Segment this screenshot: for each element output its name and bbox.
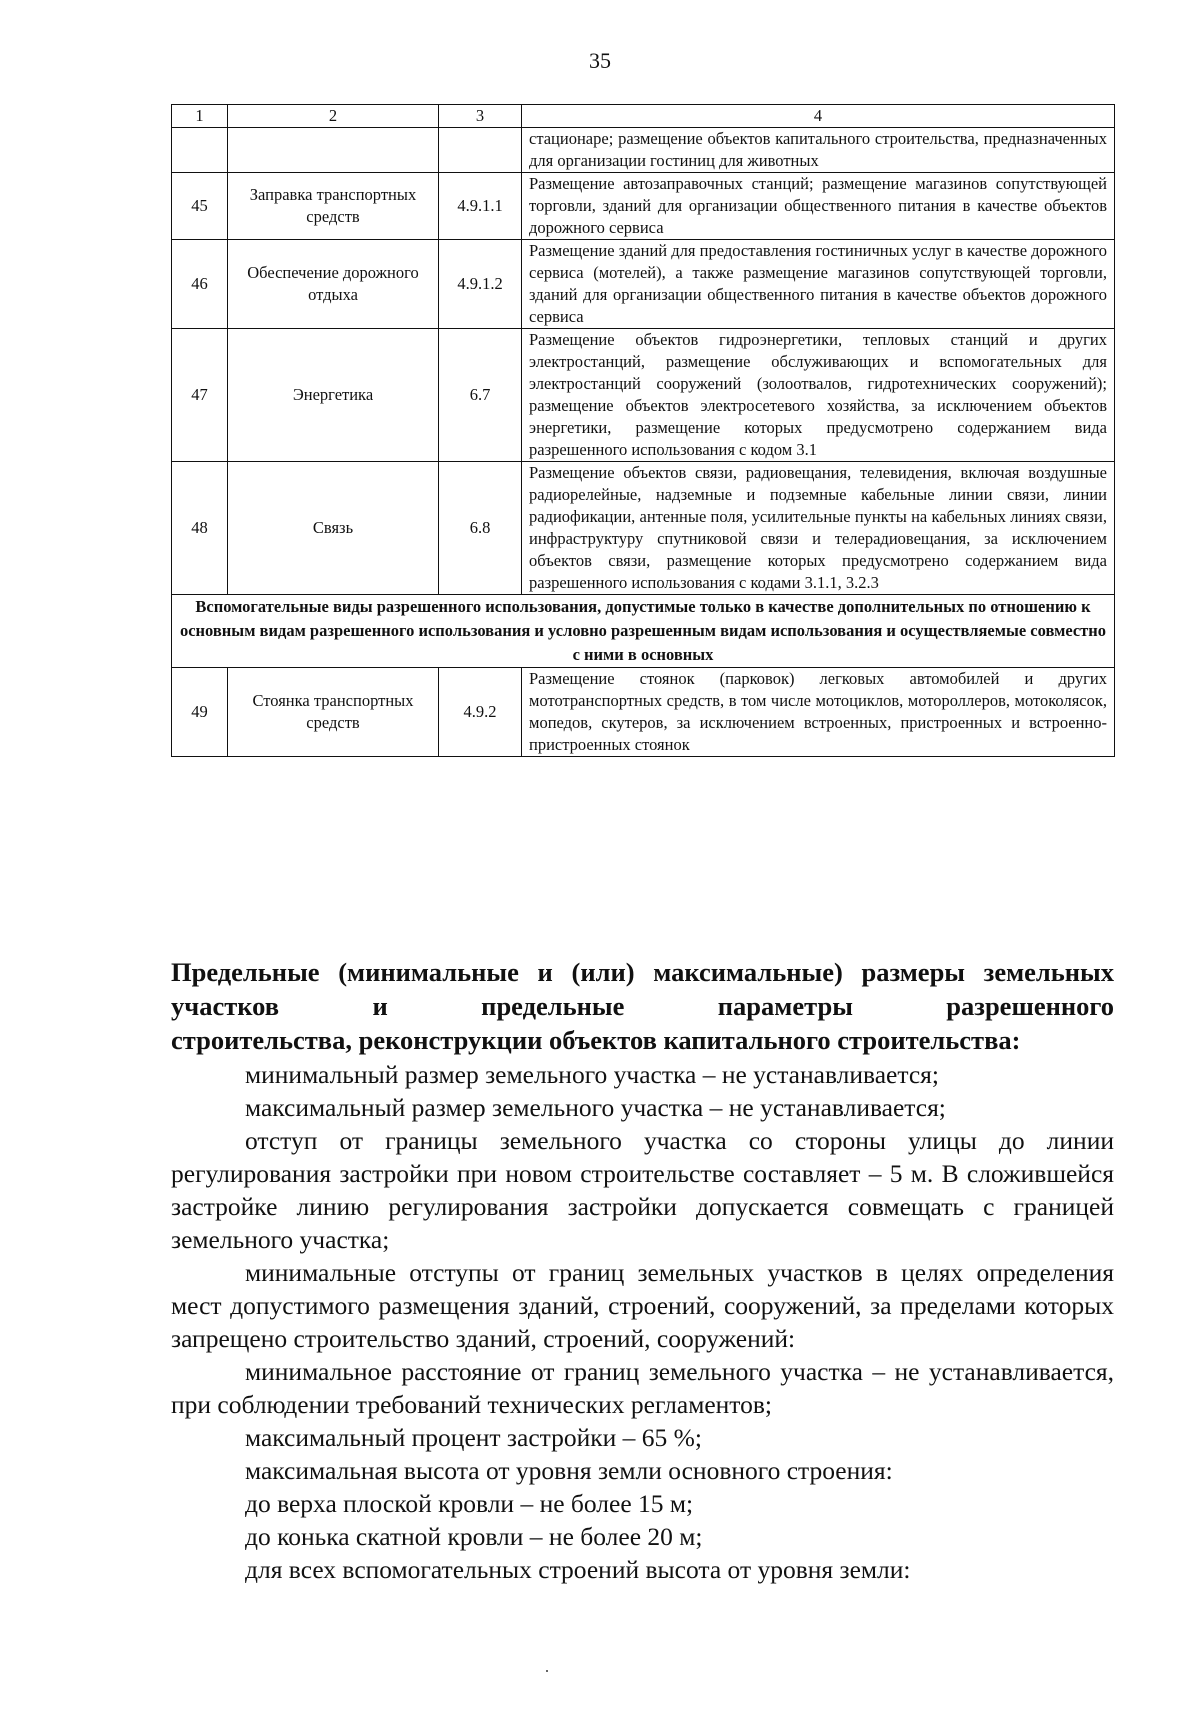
table-row <box>172 329 1115 462</box>
use-type-name: Энергетика <box>228 329 439 462</box>
parameters-title-line-2: строительства, реконструкции объектов капитального строительства: <box>171 1025 1021 1055</box>
page-number: 35 <box>589 48 611 73</box>
table-row <box>172 462 1115 595</box>
use-type-description: Размещение объектов связи, радиовещания, телевидения, включая воздушные радиорелейные, надземные и подземные кабельные линии связи, линии радиофикации, антенные поля, усилительные пункты на кабельных линиях связи, инфраструктуру спутниковой связи и телерадиовещания, за исключением объектов связи, размещение которых предусмотрено содержанием вида разрешенного использования с кодами 3.1.1, 3.2.3 <box>522 462 1115 595</box>
parameter-paragraph: максимальная высота от уровня земли основного строения: <box>245 1456 893 1485</box>
header-cell-1: 1 <box>172 105 228 128</box>
row-number: 45 <box>172 173 228 240</box>
use-type-description: Размещение автозаправочных станций; размещение магазинов сопутствующей торговли, зданий для организации общественного питания в качестве объектов дорожного сервиса <box>522 173 1115 240</box>
row-number <box>172 128 228 173</box>
use-type-name: Связь <box>228 462 439 595</box>
row-number: 46 <box>172 240 228 329</box>
use-type-name: Заправка транспортных средств <box>228 173 439 240</box>
parameter-paragraph: отступ от границы земельного участка со стороны улицы до линии регулирования застройки при новом строительстве составляет – 5 м. В сложившейся застройке линию регулирования застройки допускается совмещать с границей земельного участка; <box>171 1126 1114 1254</box>
table-row <box>172 668 1115 757</box>
scan-dot <box>546 1670 548 1672</box>
land-use-table <box>171 104 1115 757</box>
use-type-name: Стоянка транспортных средств <box>228 668 439 757</box>
section-heading-row <box>172 595 1115 668</box>
parameter-paragraph: минимальное расстояние от границ земельного участка – не устанавливается, при соблюдении требований технических регламентов; <box>171 1357 1114 1419</box>
parameter-paragraph: минимальный размер земельного участка – не устанавливается; <box>245 1060 939 1089</box>
table-row <box>172 240 1115 329</box>
use-type-code: 4.9.1.2 <box>439 240 522 329</box>
use-type-code: 6.8 <box>439 462 522 595</box>
parameter-paragraph: минимальные отступы от границ земельных участков в целях определения мест допустимого размещения зданий, строений, сооружений, за пределами которых запрещено строительство зданий, строений, сооружений: <box>171 1258 1114 1353</box>
parameters-section <box>171 955 1114 1586</box>
parameter-paragraph: до конька скатной кровли – не более 20 м; <box>245 1522 703 1551</box>
section-heading: Вспомогательные виды разрешенного использования, допустимые только в качестве дополнительных по отношению к основным видам разрешенного использования и условно разрешенным видам использования и осуществляемые совместно с ними в основных <box>172 595 1115 668</box>
use-type-name <box>228 128 439 173</box>
use-type-description: Размещение объектов гидроэнергетики, тепловых станций и других электростанций, размещение обслуживающих и вспомогательных для электростанций сооружений (золоотвалов, гидротехнических сооружений); размещение объектов электросетевого хозяйства, за исключением объектов энергетики, размещение которых предусмотрено содержанием вида разрешенного использования с кодом 3.1 <box>522 329 1115 462</box>
header-cell-3: 3 <box>439 105 522 128</box>
use-type-description: Размещение зданий для предоставления гостиничных услуг в качестве дорожного сервиса (мотелей), а также размещение магазинов сопутствующей торговли, зданий для организации общественного питания в качестве объектов дорожного сервиса <box>522 240 1115 329</box>
row-number: 48 <box>172 462 228 595</box>
table-header-row <box>172 105 1115 128</box>
parameters-title <box>171 955 1114 1057</box>
use-type-description: Размещение стоянок (парковок) легковых автомобилей и других мототранспортных средств, в том числе мотоциклов, мотороллеров, мотоколясок, мопедов, скутеров, за исключением встроенных, пристроенных и встроенно-пристроенных стоянок <box>522 668 1115 757</box>
use-type-code <box>439 128 522 173</box>
parameter-paragraph: максимальный процент застройки – 65 %; <box>245 1423 702 1452</box>
use-type-code: 6.7 <box>439 329 522 462</box>
row-number: 47 <box>172 329 228 462</box>
header-cell-2: 2 <box>228 105 439 128</box>
parameters-title-line-1: Предельные (минимальные и (или) максимальные) размеры земельных участков и предельные параметры разрешенного <box>171 957 1114 1021</box>
parameter-paragraph: до верха плоской кровли – не более 15 м; <box>245 1489 694 1518</box>
table-row-continuation <box>172 128 1115 173</box>
header-cell-4: 4 <box>522 105 1115 128</box>
row-number: 49 <box>172 668 228 757</box>
use-type-code: 4.9.2 <box>439 668 522 757</box>
parameter-paragraph: максимальный размер земельного участка – не устанавливается; <box>245 1093 946 1122</box>
use-type-name: Обеспечение дорожного отдыха <box>228 240 439 329</box>
table-row <box>172 173 1115 240</box>
use-type-code: 4.9.1.1 <box>439 173 522 240</box>
parameter-paragraph: для всех вспомогательных строений высота от уровня земли: <box>245 1555 911 1584</box>
use-type-description: стационаре; размещение объектов капитального строительства, предназначенных для организации гостиниц для животных <box>522 128 1115 173</box>
